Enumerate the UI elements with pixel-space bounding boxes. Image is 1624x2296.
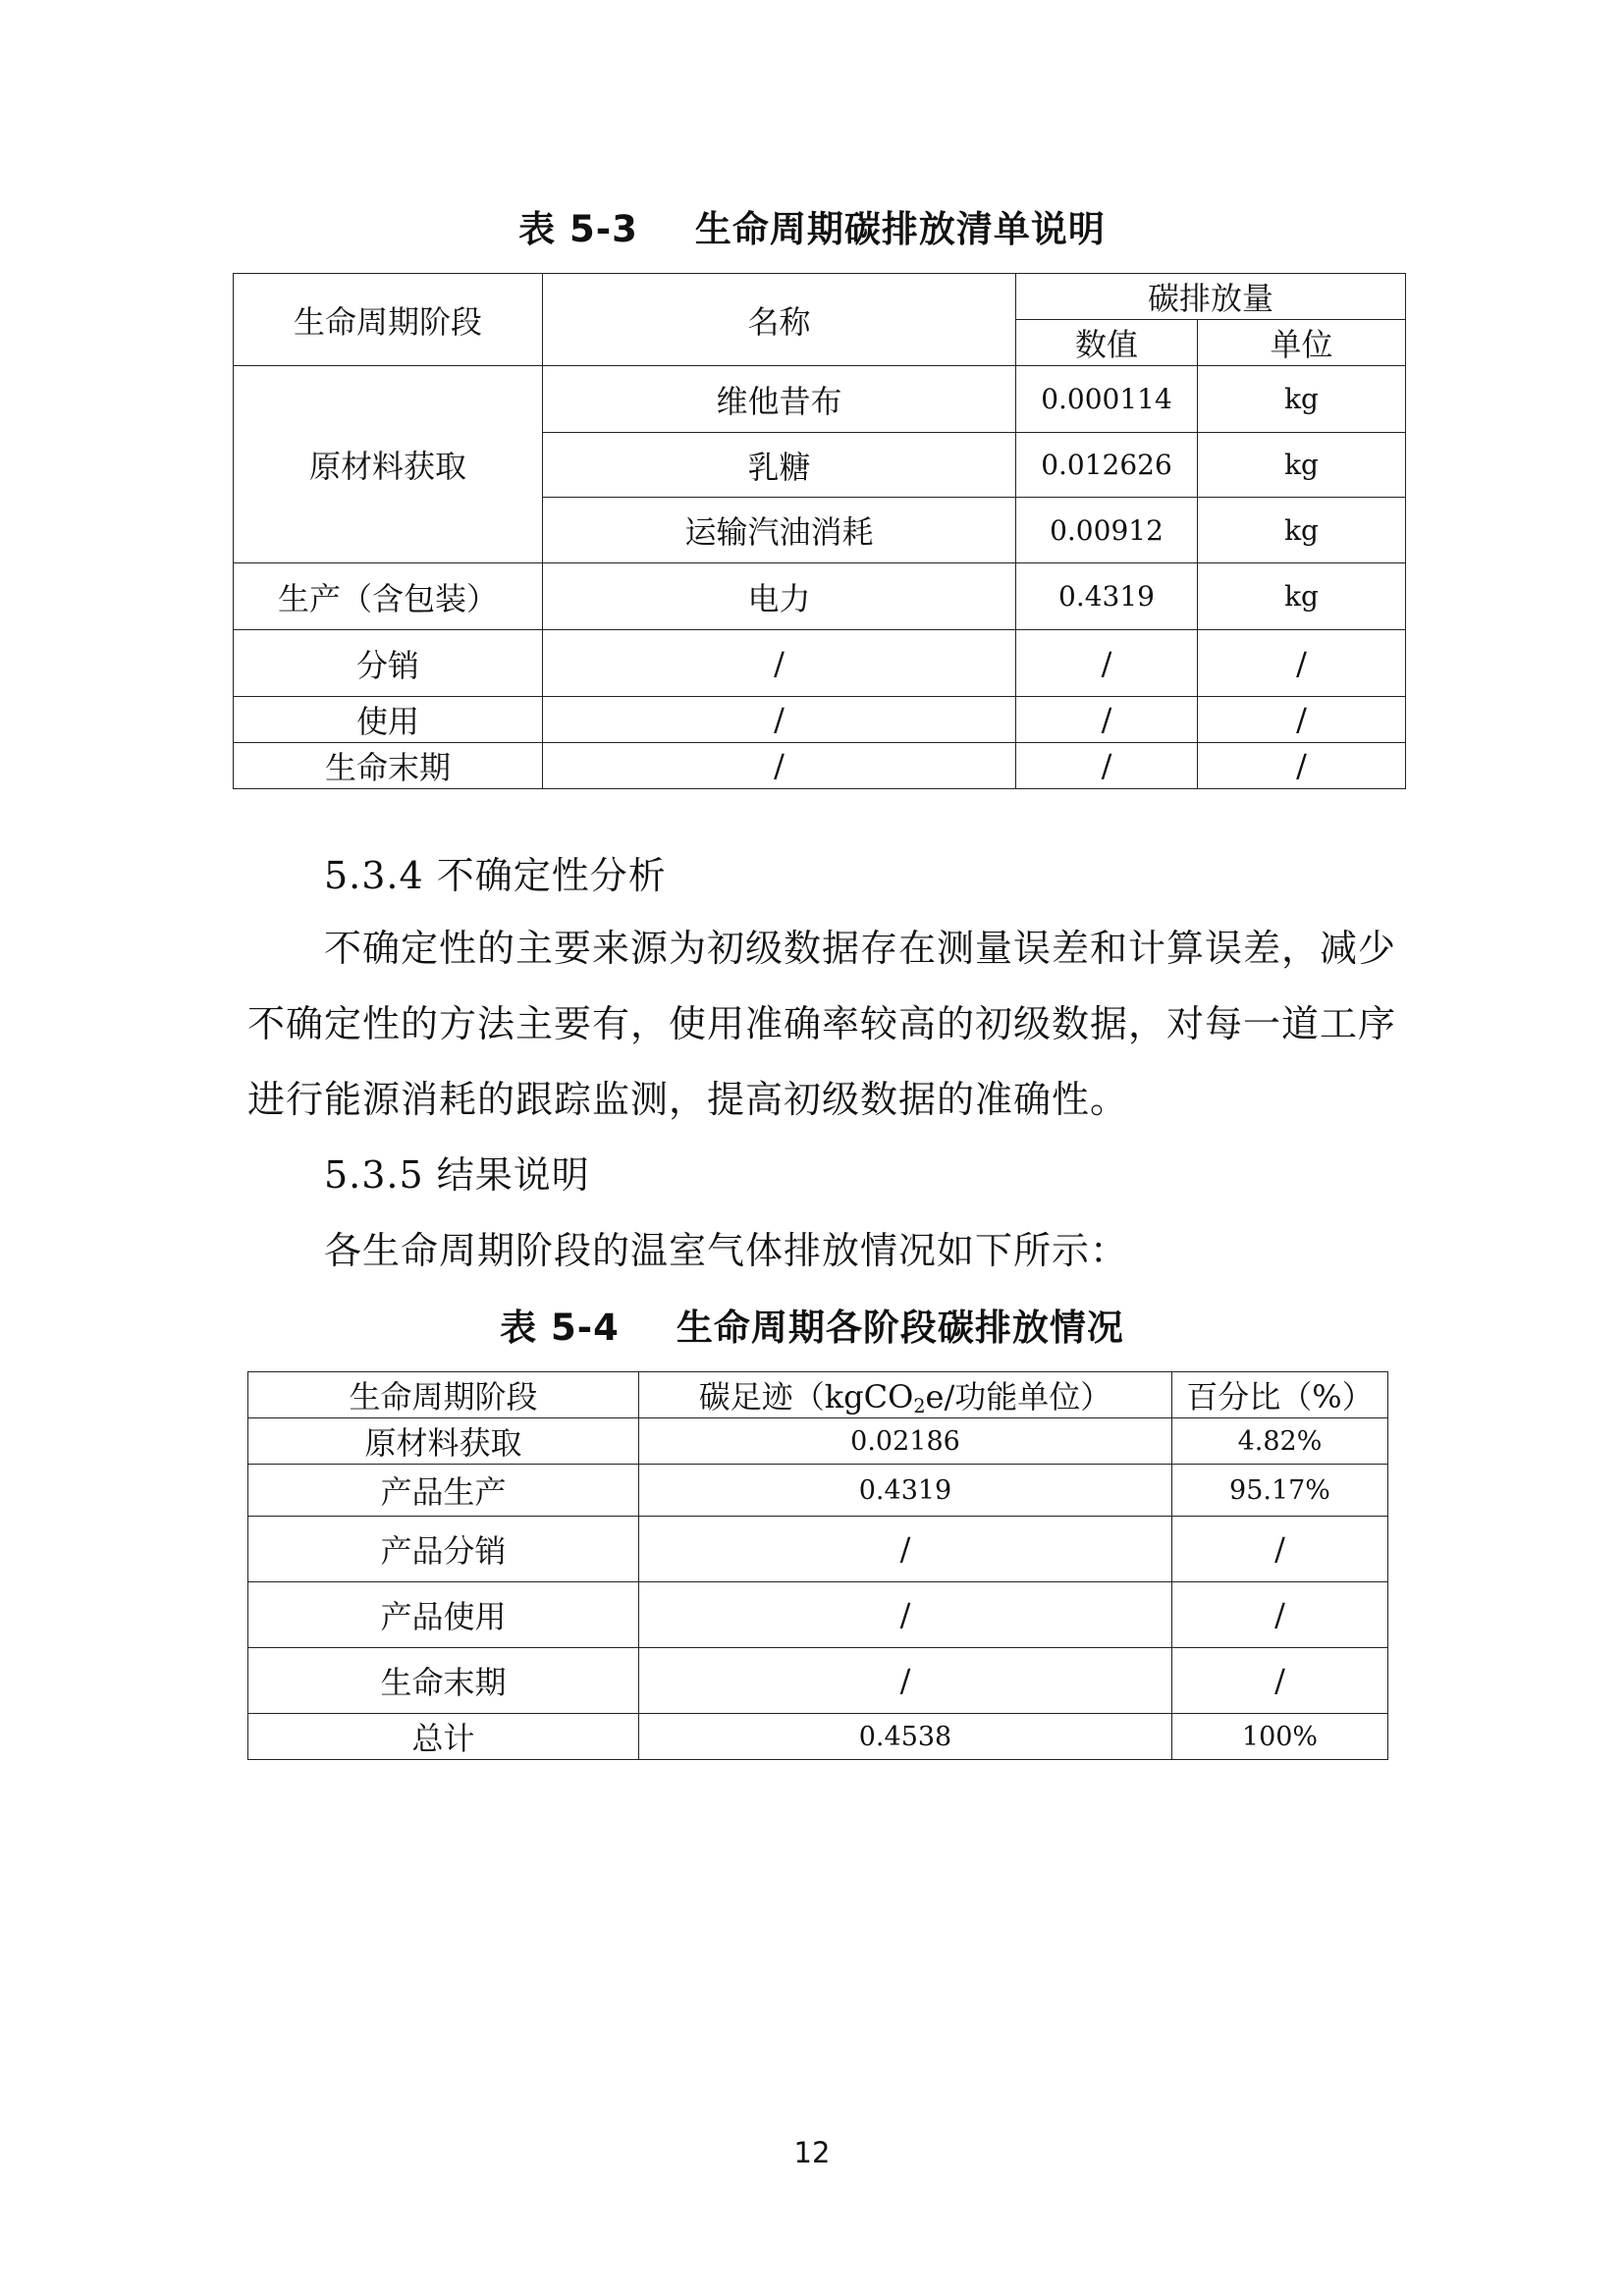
footprint-cell: /	[639, 1517, 1172, 1582]
unit-cell: kg	[1198, 498, 1406, 563]
section-heading: 5.3.5 结果说明	[324, 1153, 590, 1197]
header-footprint: 碳足迹（kgCO$_2$e/功能单位）	[639, 1372, 1172, 1418]
value-cell: 0.00912	[1016, 498, 1198, 563]
table-row	[248, 1517, 1388, 1582]
stage-emission-table	[247, 1371, 1388, 1760]
name-cell: 乳糖	[543, 433, 1016, 498]
percent-cell: /	[1172, 1648, 1388, 1714]
value-cell: /	[1016, 630, 1198, 697]
unit-cell: kg	[1198, 433, 1406, 498]
footprint-cell: 0.4538	[639, 1714, 1172, 1760]
header-emission: 碳排放量	[1016, 274, 1406, 320]
percent-cell: 4.82%	[1172, 1418, 1388, 1465]
unit-cell: /	[1198, 743, 1406, 789]
name-cell: 维他昔布	[543, 366, 1016, 433]
percent-cell: /	[1172, 1517, 1388, 1582]
footprint-cell: /	[639, 1648, 1172, 1714]
results-paragraph: 各生命周期阶段的温室气体排放情况如下所示：	[324, 1229, 1129, 1272]
header-stage: 生命周期阶段	[248, 1372, 639, 1418]
percent-cell: 100%	[1172, 1714, 1388, 1760]
name-cell: /	[543, 743, 1016, 789]
unit-cell: kg	[1198, 366, 1406, 433]
stage-cell: 产品分销	[248, 1517, 639, 1582]
stage-cell: 总计	[248, 1714, 639, 1760]
header-stage: 生命周期阶段	[234, 274, 543, 366]
table2-caption-title: 生命周期各阶段碳排放情况	[676, 1307, 1124, 1349]
table-row	[234, 563, 1406, 630]
stage-cell: 生命末期	[234, 743, 543, 789]
table1-caption	[0, 199, 1624, 252]
stage-cell: 原材料获取	[248, 1418, 639, 1465]
unit-cell: /	[1198, 630, 1406, 697]
stage-cell: 生产（含包装）	[234, 563, 543, 630]
footprint-cell: 0.02186	[639, 1418, 1172, 1465]
value-cell: 0.000114	[1016, 366, 1198, 433]
table-row	[234, 743, 1406, 789]
carbon-inventory-table	[233, 273, 1406, 789]
paragraph-line: 不确定性的主要来源为初级数据存在测量误差和计算误差，减少	[324, 927, 1397, 970]
table-row	[248, 1714, 1388, 1760]
percent-cell: 95.17%	[1172, 1465, 1388, 1517]
footprint-cell: 0.4319	[639, 1465, 1172, 1517]
stage-cell: 产品使用	[248, 1582, 639, 1648]
value-cell: 0.4319	[1016, 563, 1198, 630]
table-row	[248, 1648, 1388, 1714]
paragraph-line: 不确定性的方法主要有，使用准确率较高的初级数据，对每一道工序	[247, 1002, 1397, 1045]
unit-cell: /	[1198, 697, 1406, 743]
header-name: 名称	[543, 274, 1016, 366]
stage-cell: 原材料获取	[234, 366, 543, 563]
table-row	[234, 697, 1406, 743]
table-header-row	[248, 1372, 1388, 1418]
table2-caption	[0, 1298, 1624, 1351]
section-heading: 5.3.4 不确定性分析	[324, 854, 667, 897]
percent-cell: /	[1172, 1582, 1388, 1648]
table1-caption-number: 表 5-3	[518, 208, 638, 250]
name-cell: 运输汽油消耗	[543, 498, 1016, 563]
table-row	[248, 1418, 1388, 1465]
page-number: 12	[793, 2136, 831, 2169]
stage-cell: 分销	[234, 630, 543, 697]
value-cell: 0.012626	[1016, 433, 1198, 498]
table1-caption-title: 生命周期碳排放清单说明	[694, 208, 1106, 250]
footprint-cell: /	[639, 1582, 1172, 1648]
header-percent: 百分比（%）	[1172, 1372, 1388, 1418]
header-value: 数值	[1016, 320, 1198, 366]
unit-cell: kg	[1198, 563, 1406, 630]
value-cell: /	[1016, 697, 1198, 743]
table-row	[248, 1465, 1388, 1517]
stage-cell: 使用	[234, 697, 543, 743]
table-row	[248, 1582, 1388, 1648]
stage-cell: 产品生产	[248, 1465, 639, 1517]
name-cell: /	[543, 630, 1016, 697]
paragraph-line: 进行能源消耗的跟踪监测，提高初级数据的准确性。	[247, 1078, 1129, 1121]
name-cell: /	[543, 697, 1016, 743]
header-unit: 单位	[1198, 320, 1406, 366]
stage-cell: 生命末期	[248, 1648, 639, 1714]
name-cell: 电力	[543, 563, 1016, 630]
table-row	[234, 630, 1406, 697]
table2-caption-number: 表 5-4	[500, 1307, 620, 1349]
table-header-row	[234, 274, 1406, 320]
value-cell: /	[1016, 743, 1198, 789]
table-row	[234, 366, 1406, 433]
uncertainty-paragraph	[247, 911, 1396, 1138]
